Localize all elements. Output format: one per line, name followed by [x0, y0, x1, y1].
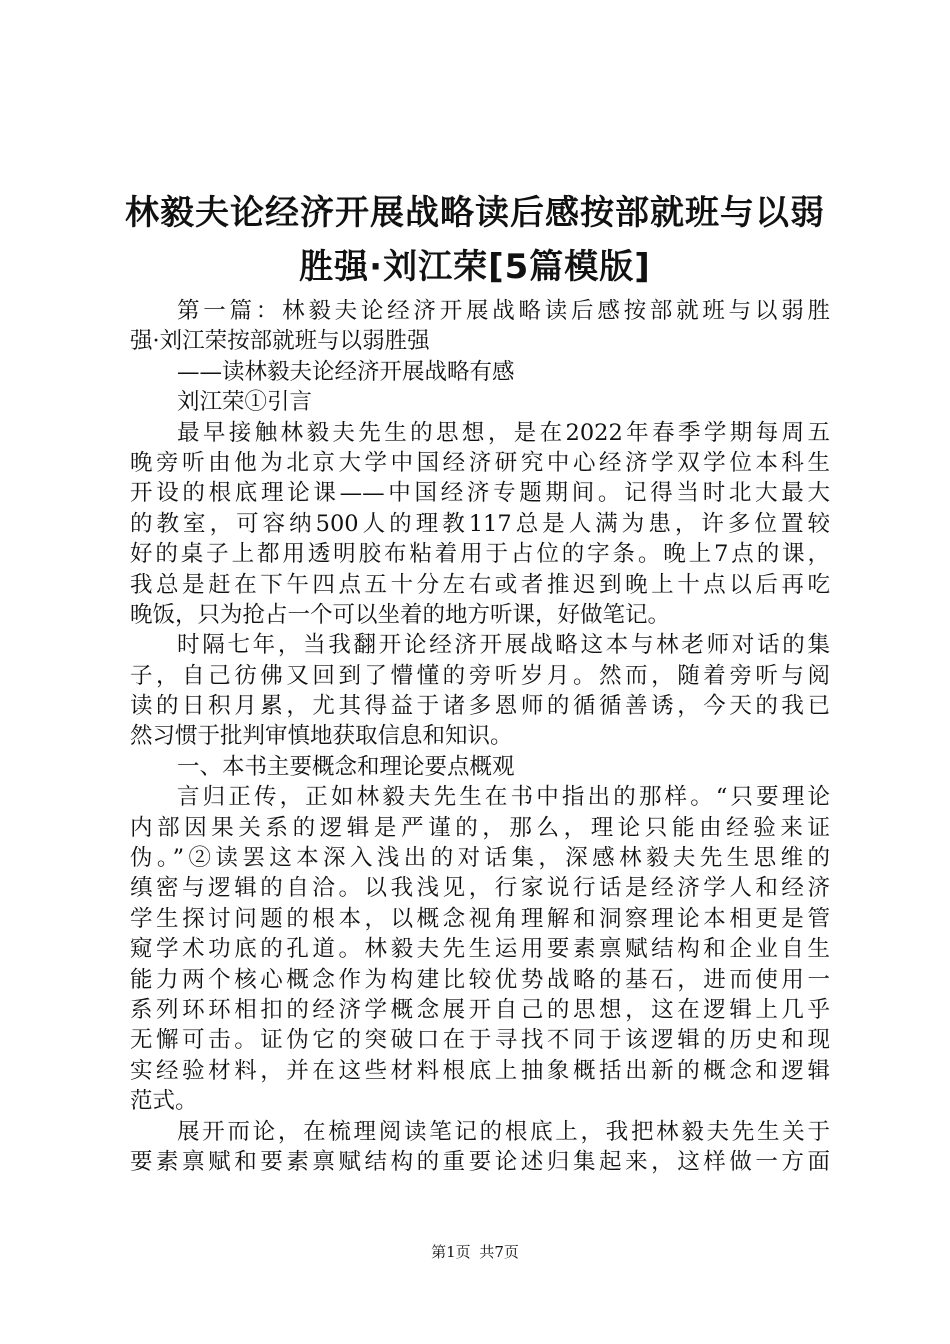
text-line: 强·刘江荣按部就班与以弱胜强	[130, 328, 430, 355]
text-line: 言归正传，正如林毅夫先生在书中指出的那样。“只要理论	[177, 784, 830, 811]
text-line: 第一篇：林毅夫论经济开展战略读后感按部就班与以弱胜	[177, 298, 830, 324]
text-line: 读的日积月累，尤其得益于诸多恩师的循循善诱，今天的我已	[130, 693, 830, 720]
text-line: ——读林毅夫论经济开展战略有感	[177, 358, 515, 385]
text-line: 晚旁听由他为北京大学中国经济研究中心经济学双学位本科生	[130, 449, 830, 476]
text-line: 能力两个核心概念作为构建比较优势战略的基石，进而使用一	[130, 966, 830, 993]
text-line: 实经验材料，并在这些材料根底上抽象概括出新的概念和逻辑	[130, 1057, 830, 1084]
document-body	[130, 296, 830, 1177]
text-line: 好的桌子上都用透明胶布粘着用于占位的字条。晚上7点的课，	[130, 541, 830, 568]
page-footer	[0, 1242, 950, 1262]
text-line: 窥学术功底的孔道。林毅夫先生运用要素禀赋结构和企业自生	[130, 936, 830, 963]
text-line: 子，自己彷佛又回到了懵懂的旁听岁月。然而，随着旁听与阅	[130, 662, 830, 689]
document-title-line-1: 林毅夫论经济开展战略读后感按部就班与以弱	[125, 193, 825, 233]
text-line: 开设的根底理论课——中国经济专题期间。记得当时北大最大	[130, 480, 830, 507]
page-total: 共7页	[479, 1243, 519, 1261]
text-line: 要素禀赋和要素禀赋结构的重要论述归集起来，这样做一方面	[130, 1148, 830, 1175]
text-line: 的教室，可容纳500人的理教117总是人满为患，许多位置较	[130, 510, 830, 537]
text-line: 展开而论，在梳理阅读笔记的根底上，我把林毅夫先生关于	[177, 1118, 830, 1145]
text-line: 系列环环相扣的经济学概念展开自己的思想，这在逻辑上几乎	[130, 996, 830, 1023]
page-number: 第1页	[431, 1243, 471, 1261]
document-title-line-2: 胜强·刘江荣[5篇模版]	[299, 247, 651, 287]
text-line: 最早接触林毅夫先生的思想，是在2022年春季学期每周五	[177, 419, 830, 446]
text-line: 然习惯于批判审慎地获取信息和知识。	[130, 723, 513, 750]
text-line: 时隔七年，当我翻开论经济开展战略这本与林老师对话的集	[177, 632, 830, 659]
text-line: 内部因果关系的逻辑是严谨的，那么，理论只能由经验来证	[130, 814, 830, 841]
text-line: 我总是赶在下午四点五十分左右或者推迟到晚上十点以后再吃	[130, 571, 830, 598]
text-line: 伪。”②读罢这本深入浅出的对话集，深感林毅夫先生思维的	[130, 845, 830, 872]
text-line: 刘江荣①引言	[177, 389, 313, 416]
text-line: 无懈可击。证伪它的突破口在于寻找不同于该逻辑的历史和现	[130, 1027, 830, 1054]
text-line: 晚饭，只为抢占一个可以坐着的地方听课，好做笔记。	[130, 601, 671, 628]
text-line: 学生探讨问题的根本，以概念视角理解和洞察理论本相更是管	[130, 905, 830, 932]
text-line: 一、本书主要概念和理论要点概观	[177, 753, 515, 780]
text-line: 范式。	[130, 1088, 198, 1115]
text-line: 缜密与逻辑的自洽。以我浅见，行家说行话是经济学人和经济	[130, 875, 830, 902]
